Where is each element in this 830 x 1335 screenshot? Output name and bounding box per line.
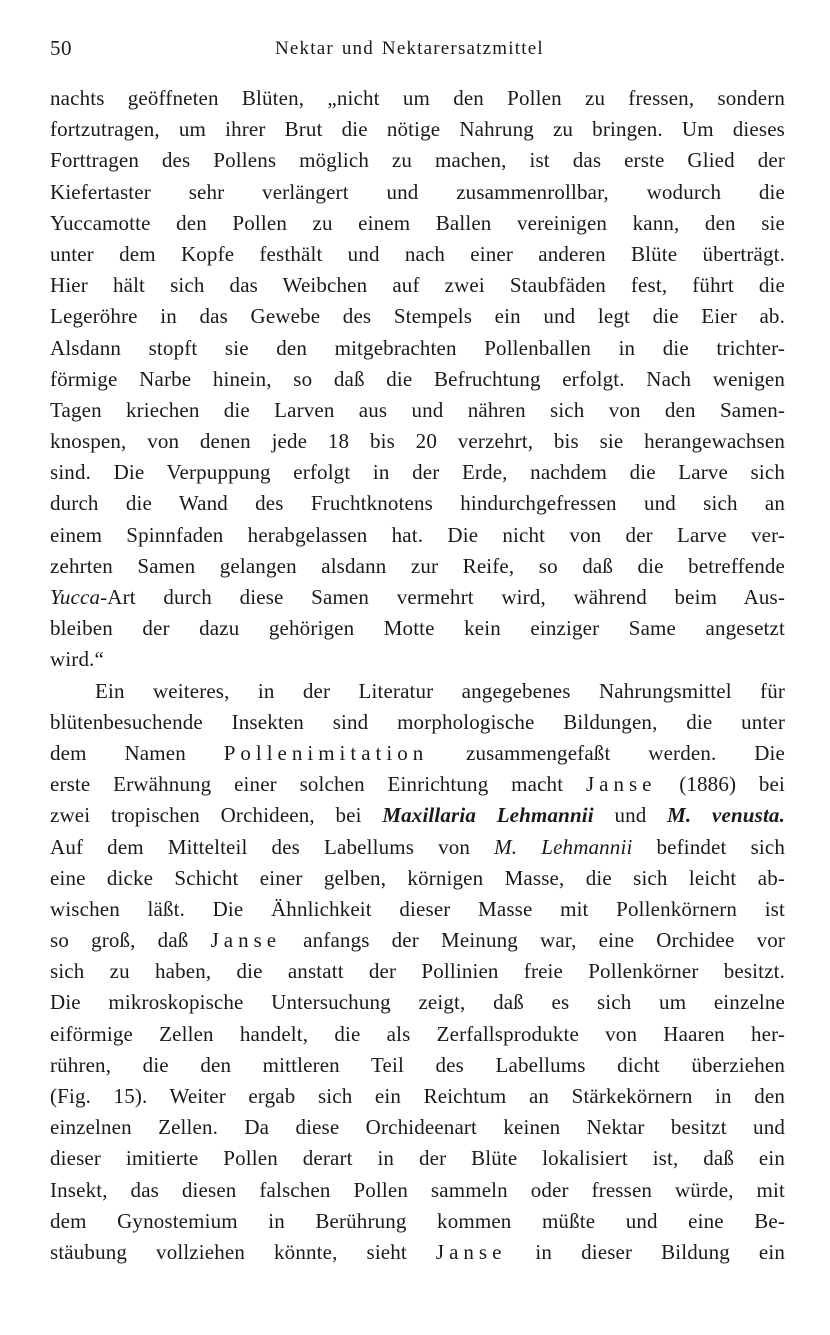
text-line: wischen läßt. Die Ähnlichkeit dieser Masse mit Pollenkörnern ist	[50, 896, 785, 921]
species-name: Maxillaria Lehmannii	[382, 803, 594, 828]
text-line: förmige Narbe hinein, so daß die Befruchtung erfolgt. Nach wenigen	[50, 366, 785, 391]
page-header	[50, 36, 790, 66]
line-text: so groß, daß	[50, 928, 211, 953]
text-line: Alsdann stopft sie den mitgebrachten Pollenballen in die trichter-	[50, 335, 785, 360]
line-text: und	[593, 803, 668, 828]
text-line: knospen, von denen jede 18 bis 20 verzehrt, bis sie herangewachsen	[50, 429, 785, 454]
text-line: nachts geöffneten Blüten, „nicht um den Pollen zu fressen, sondern	[50, 86, 785, 110]
text-line: Insekt, das diesen falschen Pollen sammeln oder fressen würde, mit	[50, 1177, 785, 1202]
text-line: (Fig. 15). Weiter ergab sich ein Reichtum an Stärkekörnern in den	[50, 1084, 785, 1108]
text-line: bleiben der dazu gehörigen Motte kein einziger Same angesetzt	[50, 616, 785, 641]
text-line: Ein weiteres, in der Literatur angegebenes Nahrungsmittel für	[95, 678, 785, 703]
text-line: einzelnen Zellen. Da diese Orchideenart keinen Nektar besitzt und	[50, 1115, 785, 1140]
text-line: wird.“	[50, 647, 104, 672]
spaced-text: Pollenimitation	[223, 740, 429, 765]
line-text: -Art durch diese Samen vermehrt wird, während beim Aus-	[100, 585, 785, 609]
text-line	[50, 925, 785, 956]
line-text: befindet sich	[632, 834, 785, 859]
line-text: Auf dem Mittelteil des Labellums von	[50, 834, 495, 859]
line-text: zusammengefaßt werden. Die	[428, 740, 785, 765]
text-line	[50, 800, 785, 831]
page-number: 50	[50, 36, 72, 60]
line-text: (1886) bei	[656, 772, 785, 797]
text-line	[50, 769, 785, 800]
spaced-author-name: Janse	[210, 928, 282, 953]
text-line	[50, 832, 785, 863]
text-line	[50, 582, 785, 613]
species-name: M. Lehmannii	[494, 834, 633, 859]
text-line: Tagen kriechen die Larven aus und nähren sich von den Samen-	[50, 397, 785, 422]
text-line: sind. Die Verpuppung erfolgt in der Erde, nachdem die Larve sich	[50, 460, 785, 485]
spaced-author-name: Janse	[435, 1239, 507, 1264]
text-line	[50, 1237, 785, 1268]
text-line: fortzutragen, um ihrer Brut die nötige Nahrung zu bringen. Um dieses	[50, 117, 785, 142]
text-line: Kiefertaster sehr verlängert und zusammenrollbar, wodurch die	[50, 179, 785, 204]
body-text	[50, 83, 785, 1268]
line-text: dem Namen	[50, 740, 224, 765]
text-line: eiförmige Zellen handelt, die als Zerfallsprodukte von Haaren her-	[50, 1021, 785, 1046]
text-line: Legeröhre in das Gewebe des Stempels ein und legt die Eier ab.	[50, 304, 785, 329]
running-title: Nektar und Nektarersatzmittel	[275, 38, 544, 59]
italic-text: Yucca	[50, 585, 101, 609]
text-line: einem Spinnfaden herabgelassen hat. Die nicht von der Larve ver-	[50, 522, 785, 547]
text-line: zehrten Samen gelangen alsdann zur Reife, so daß die betreffende	[50, 553, 785, 578]
line-text: erste Erwähnung einer solchen Einrichtung macht	[50, 772, 586, 797]
line-text: stäubung vollziehen könnte, sieht	[50, 1239, 436, 1264]
text-line: Yuccamotte den Pollen zu einem Ballen vereinigen kann, den sie	[50, 210, 785, 235]
text-line	[50, 738, 785, 769]
text-line: Hier hält sich das Weibchen auf zwei Staubfäden fest, führt die	[50, 273, 785, 298]
text-line: sich zu haben, die anstatt der Pollinien freie Pollenkörner besitzt.	[50, 959, 785, 984]
text-line: eine dicke Schicht einer gelben, körnigen Masse, die sich leicht ab-	[50, 865, 785, 890]
text-line: dem Gynostemium in Berührung kommen müßte und eine Be-	[50, 1208, 785, 1233]
text-line: durch die Wand des Fruchtknotens hindurchgefressen und sich an	[50, 491, 785, 516]
spaced-author-name: Janse	[585, 772, 657, 797]
line-text: in dieser Bildung ein	[506, 1239, 785, 1264]
text-line: dieser imitierte Pollen derart in der Blüte lokalisiert ist, daß ein	[50, 1146, 785, 1171]
line-text: anfangs der Meinung war, eine Orchidee vor	[281, 928, 786, 953]
text-line: Forttragen des Pollens möglich zu machen, ist das erste Glied der	[50, 148, 785, 173]
text-line: blütenbesuchende Insekten sind morphologische Bildungen, die unter	[50, 709, 785, 734]
text-line: unter dem Kopfe festhält und nach einer anderen Blüte überträgt.	[50, 241, 785, 266]
species-name: M. venusta.	[667, 803, 785, 828]
text-line: rühren, die den mittleren Teil des Labellums dicht überziehen	[50, 1052, 785, 1077]
text-line: Die mikroskopische Untersuchung zeigt, daß es sich um einzelne	[50, 990, 785, 1015]
line-text: zwei tropischen Orchideen, bei	[50, 803, 383, 828]
